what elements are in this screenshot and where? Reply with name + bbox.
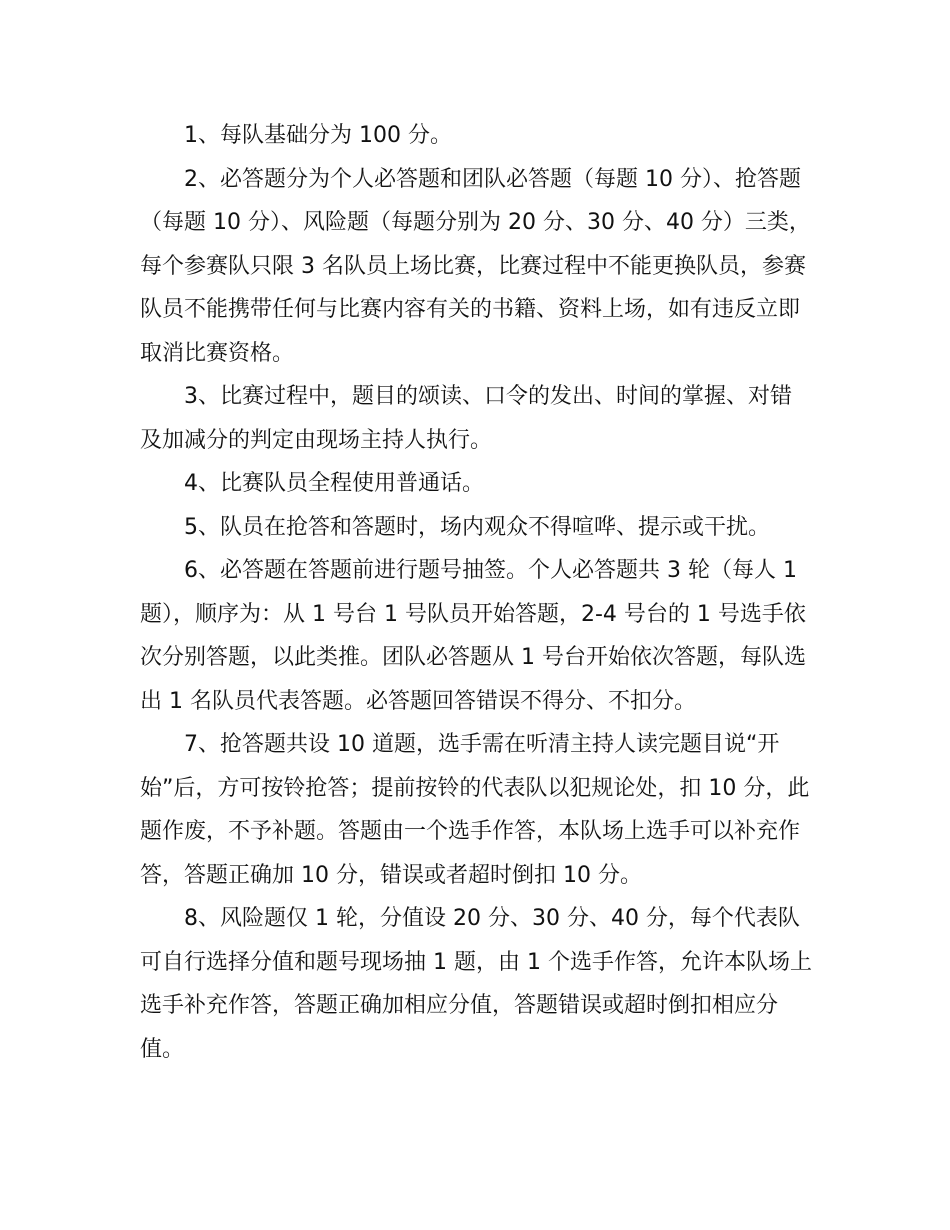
rule-paragraph-8: 8、风险题仅 1 轮，分值设 20 分、30 分、40 分，每个代表队可自行选择分值和题号现场抽 1 题，由 1 个选手作答，允许本队场上选手补充作答，答题正确加相应分值，答题错误或超时倒扣相应分值。: [140, 906, 812, 1062]
rules-text-body: [140, 114, 812, 1071]
rule-paragraph-1: 1、每队基础分为 100 分。: [184, 123, 452, 148]
rule-paragraph-7: 7、抢答题共设 10 道题，选手需在听清主持人读完题目说“开始”后，方可按铃抢答；提前按铃的代表队以犯规论处，扣 10 分，此题作废，不予补题。答题由一个选手作答，本队场上选手可以补充作答，答题正确加 10 分，错误或者超时倒扣 10 分。: [140, 732, 810, 888]
rule-paragraph-2: 2、必答题分为个人必答题和团队必答题（每题 10 分）、抢答题（每题 10 分）、风险题（每题分别为 20 分、30 分、40 分）三类，每个参赛队只限 3 名队员上场比赛，比赛过程中不能更换队员，参赛队员不能携带任何与比赛内容有关的书籍、资料上场，如有违反立即取消比赛资格。: [140, 166, 811, 366]
rule-paragraph-3: 3、比赛过程中，题目的颂读、口令的发出、时间的掌握、对错及加减分的判定由现场主持人执行。: [140, 384, 792, 453]
rule-paragraph-4: 4、比赛队员全程使用普通话。: [184, 471, 484, 496]
rule-paragraph-6: 6、必答题在答题前进行题号抽签。个人必答题共 3 轮（每人 1 题），顺序为：从 1 号台 1 号队员开始答题，2-4 号台的 1 号选手依次分别答题，以此类推。团队必答题从 1 号台开始依次答题，每队选出 1 名队员代表答题。必答题回答错误不得分、不扣分。: [140, 558, 806, 714]
rule-paragraph-5: 5、队员在抢答和答题时，场内观众不得喧哗、提示或干扰。: [184, 514, 770, 540]
